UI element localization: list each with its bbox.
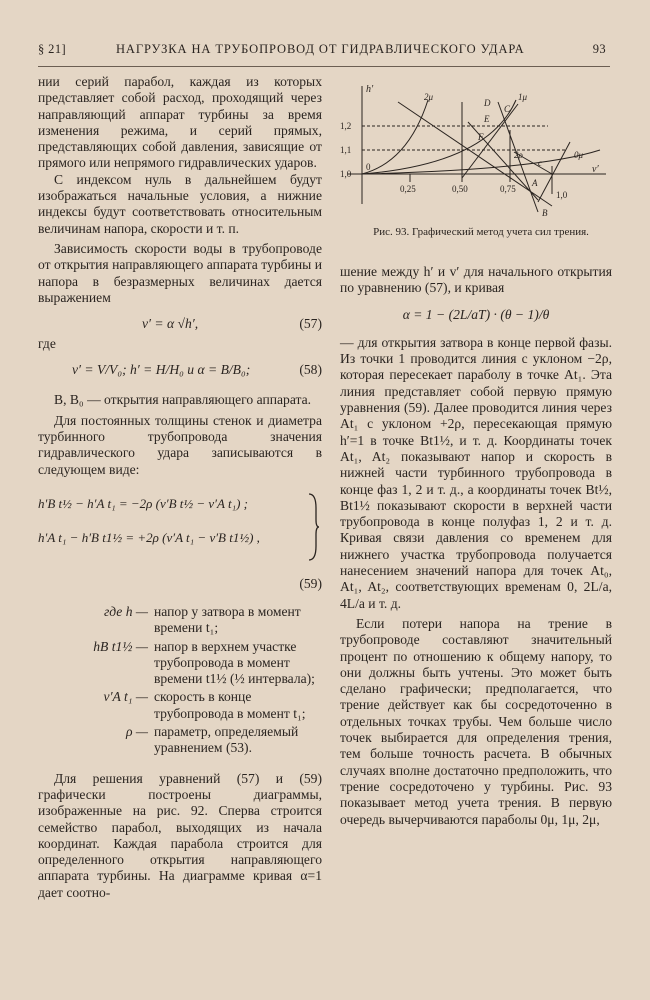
running-title: НАГРУЗКА НА ТРУБОПРОВОД ОТ ГИДРАВЛИЧЕСКОГО УДАРА (116, 42, 525, 56)
equation-59-line-2: h′A t₁ − h′B t1½ = +2ρ (v′A t₁ − v′B t1½) , (38, 529, 260, 545)
definition-hb (38, 639, 322, 688)
running-header (38, 40, 610, 62)
definition-rho (38, 724, 322, 757)
definition-symbol: ρ — (125, 724, 148, 740)
figure-93 (338, 82, 610, 222)
equation-58 (38, 358, 322, 384)
y-axis-label: h′ (366, 84, 374, 95)
label-b: B (542, 208, 548, 218)
y-tick-1-2: 1,2 (340, 121, 352, 131)
definition-text: напор в верхнем участке трубопровода в момент времени t1½ (½ интервала); (154, 638, 315, 687)
left-paragraph-4: B, B₀ — открытия направляющего аппарата. (54, 392, 312, 408)
section-number: § 21] (38, 42, 67, 56)
label-c: C (504, 104, 511, 114)
equation-59-line-1: h′B t½ − h′A t₁ = −2ρ (v′B t½ − v′A t₁) ; (38, 495, 249, 511)
label-e: E (484, 114, 490, 124)
where-label: где (38, 336, 56, 352)
definition-h (38, 604, 322, 637)
label-a: A (532, 178, 538, 188)
left-paragraph-6: Для решения уравнений (57) и (59) графически построены диаграммы, изображенные на рис. 92. Сперва строится семейство парабол, выходящих из начала координат. Каждая парабола строится для определенного открытия направляющего аппарата турбины. На диаграмме кривая α=1 дает соотно- (38, 770, 322, 900)
equation-59-number-row (38, 574, 322, 592)
header-rule (38, 66, 610, 67)
definition-text: напор у затвора в момент времени t₁; (154, 603, 301, 636)
y-tick-1-0: 1,0 (340, 169, 352, 179)
definition-text: скорость в конце трубопровода в момент t₁; (154, 689, 306, 721)
equation-58-body: v′ = V/V₀; h′ = H/H₀ и α = B/B₀; (72, 362, 251, 378)
label-2mu: 2μ (424, 92, 434, 102)
right-paragraph-2: — для открытия затвора в конце первой фазы. Из точки 1 проводится линия с уклоном −2ρ, которая пересекает параболу в точке At₁. Эта линия представляет собой первую прямую уравнения (59). Далее проводится линия через At₁ с уклоном +2ρ, пересекающая прямую h′=1 в точке Bt1½, и т. д. Координаты точек At₁, At₂ показывают напор и скорость в нижней части турбинного трубопровода в конце фаз 1, 2 и т. д., а координаты точек Bt½, Bt1½ показывают скорости в верхней части трубопровода в конце полуфаз 1, 2 и т. д. Кривая связи давления со временем для нижнего участка трубопровода получается нанесением значений напора для точек At₀, At₁, At₂, соответствующих временам 0, 2L/a, 4L/a и т. д. (340, 334, 612, 611)
right-paragraph-3: Если потери напора на трение в трубопроводе составляют значительный процент по отношению к общему напору, то они должны быть учтены. Это может быть сделано графически; предполагается, что трение действует как бы сосредоточенно в отдельных точках трубы. Чем больше число точек выбирается для определения трения, тем больше точность расчета. В обычных случаях вполне достаточно предположить, что трение сосредоточено у турбины. Рис. 93 показывает метод учета трения. В первую очередь вычерчиваются параболы 0μ, 1μ, 2μ, (340, 615, 612, 827)
page-number: 93 (592, 42, 606, 56)
left-paragraph-3: Зависимость скорости воды в трубопроводе от открытия направляющего аппарата турбины и напора в безразмерных величинах дается выражением (38, 240, 322, 305)
label-f: F (478, 132, 484, 142)
definition-symbol: v′A t₁ — (103, 689, 148, 705)
left-column (38, 74, 322, 901)
parabola-2mu (362, 100, 428, 174)
equation-59-brace (306, 492, 320, 562)
definition-symbol: где h — (103, 603, 148, 619)
right-paragraph-1: шение между h′ и v′ для начального открытия по уравнению (57), и кривая (340, 264, 612, 296)
y-tick-1-1: 1,1 (340, 145, 352, 155)
label-1mu: 1μ (518, 92, 528, 102)
origin-label: 0 (366, 162, 371, 172)
definition-symbol: hB t1½ — (93, 638, 148, 654)
equation-57-number: (57) (299, 316, 322, 332)
equation-57-body: v′ = α √h′, (142, 316, 199, 332)
equation-57 (38, 314, 322, 336)
x-axis-label: v′ (592, 164, 599, 175)
left-paragraph-5: Для постоянных толщины стенок и диаметра турбинного трубопровода значения гидравлического удара записываются в следующем виде: (38, 412, 322, 477)
label-d: D (484, 98, 491, 108)
x-tick-label-050: 0,50 (452, 184, 468, 194)
right-column (340, 264, 612, 828)
equation-59 (38, 492, 322, 574)
x-tick-label-100: 1,0 (556, 190, 568, 200)
figure-caption: Рис. 93. Графический метод учета сил трения. (373, 226, 589, 238)
equation-58-number: (58) (299, 362, 322, 378)
label-2rho: 2ρ (514, 150, 523, 160)
label-c-small: c (538, 158, 542, 168)
label-0mu: 0μ (574, 150, 584, 160)
definition-text: параметр, определяемый уравнением (53). (154, 724, 299, 756)
left-paragraph-2: С индексом нуль в дальнейшем будут изображаться начальные условия, а нижние индексы будут соответствовать относительным величинам напора, скорости и т. п. (38, 171, 322, 236)
x-tick-label-025: 0,25 (400, 184, 416, 194)
definitions-list (38, 604, 322, 757)
definition-va (38, 689, 322, 722)
equation-alpha: α = 1 − (2L/aT) · (θ − 1)/θ (402, 306, 550, 322)
equation-59-number: (59) (299, 575, 322, 591)
left-paragraph-1: нии серий парабол, каждая из которых представляет собой расход, проходящий через направляющий аппарат турбины за время изменения режима, и серий прямых, представляющих собой давления, зависящие от прямого или непрямого гидравлических ударов. (38, 74, 322, 171)
x-tick-label-075: 0,75 (500, 184, 516, 194)
